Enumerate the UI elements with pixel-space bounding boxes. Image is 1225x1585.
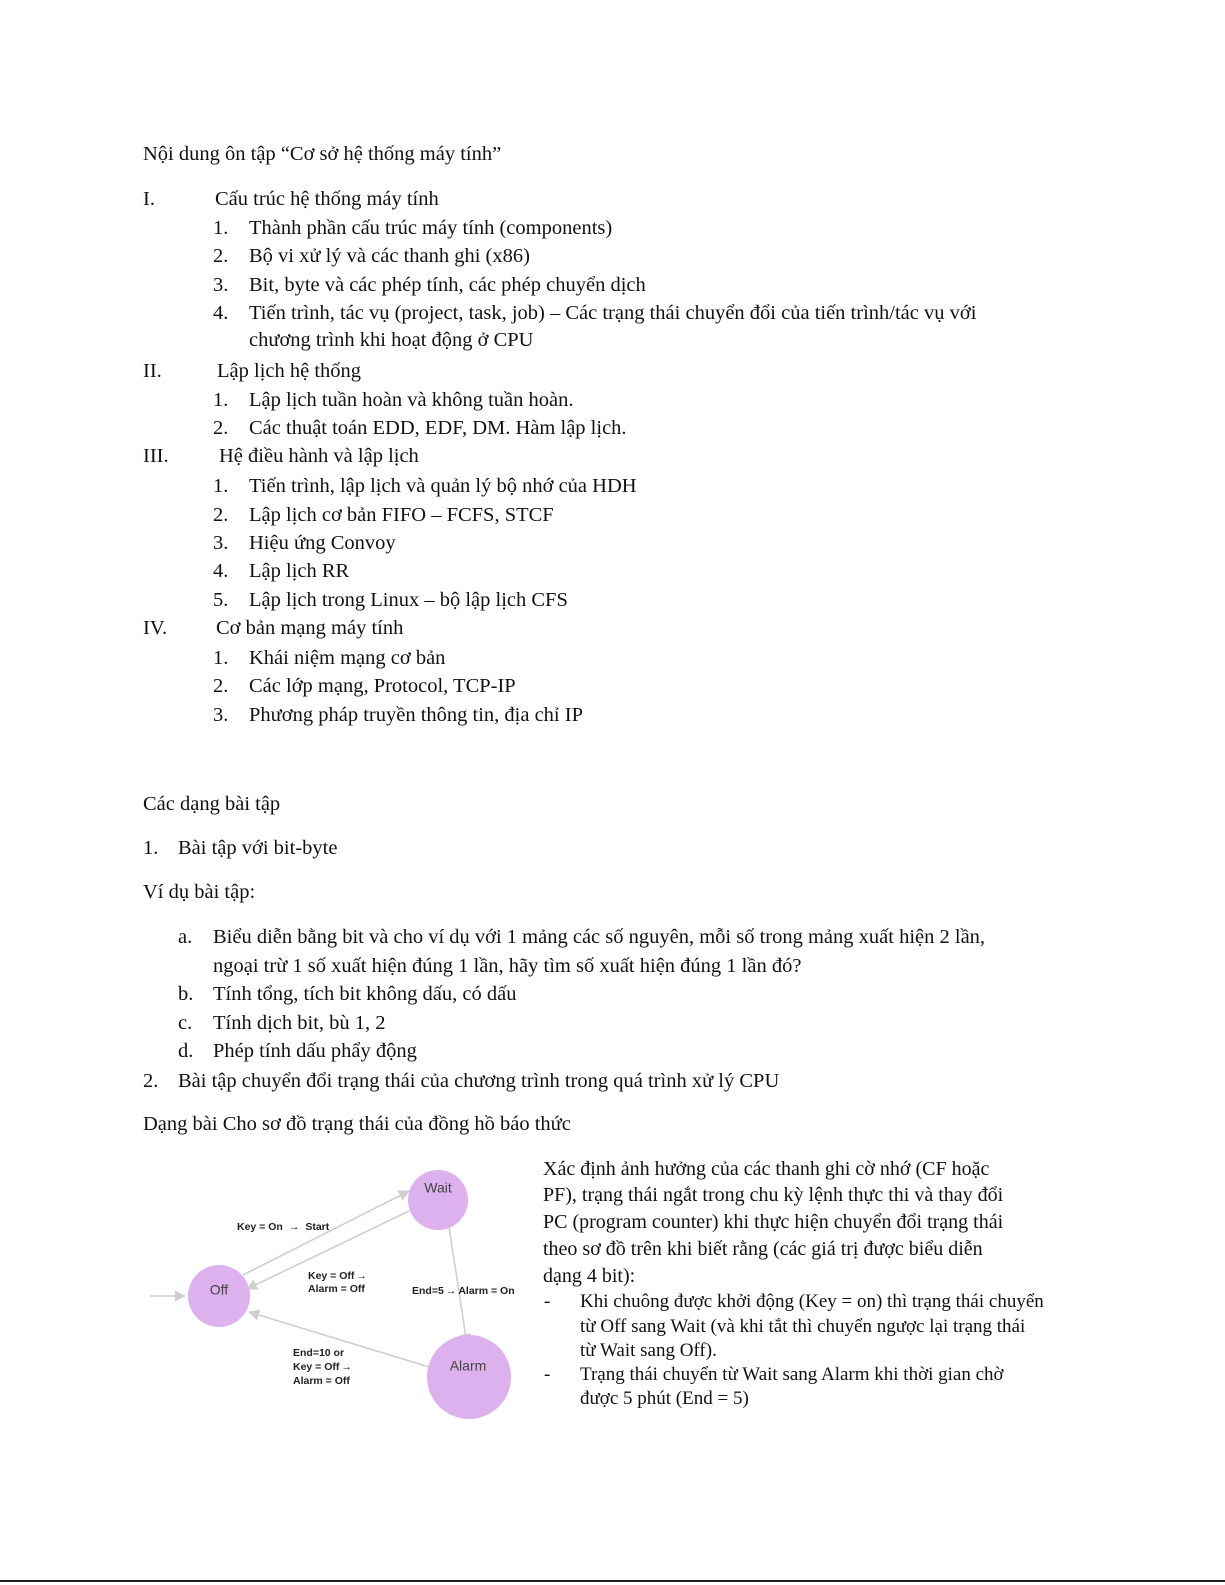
bullet-mark: - [544, 1291, 551, 1312]
paragraph-line: Xác định ảnh hưởng của các thanh ghi cờ nhớ (CF hoặc [543, 1158, 990, 1180]
sub-item-letter: a. [178, 926, 193, 948]
list-item: Bộ vi xử lý và các thanh ghi (x86) [249, 245, 530, 267]
bullet-mark: - [544, 1364, 551, 1385]
list-item: Lập lịch cơ bản FIFO – FCFS, STCF [249, 504, 554, 526]
bullet-line: Khi chuông được khởi động (Key = on) thì trạng thái chuyển [580, 1291, 1044, 1312]
diagram-intro: Dạng bài Cho sơ đồ trạng thái của đồng hồ báo thức [143, 1113, 571, 1135]
list-item-continuation: chương trình khi hoạt động ở CPU [249, 329, 534, 351]
list-number: 4. [213, 560, 229, 582]
edge-label: Alarm = Off [293, 1375, 350, 1387]
list-number: 1. [213, 389, 229, 411]
list-number: 2. [213, 245, 229, 267]
paragraph-line: theo sơ đồ trên khi biết rằng (các giá trị được biểu diễn [543, 1238, 983, 1260]
list-item: Phương pháp truyền thông tin, địa chỉ IP [249, 704, 583, 726]
state-alarm-label: Alarm [449, 1357, 487, 1374]
list-item: Lập lịch trong Linux – bộ lập lịch CFS [249, 589, 568, 611]
list-item: Các lớp mạng, Protocol, TCP-IP [249, 675, 516, 697]
bullet-line: từ Wait sang Off). [580, 1340, 717, 1361]
bullet-line: từ Off sang Wait (và khi tắt thì chuyển ngược lại trạng thái [580, 1316, 1026, 1337]
list-number: 1. [213, 647, 229, 669]
sub-item-letter: c. [178, 1012, 193, 1034]
state-wait-label: Wait [424, 1179, 452, 1196]
edge-label: Key = Off → [293, 1361, 352, 1373]
section-heading: Cấu trúc hệ thống máy tính [215, 188, 439, 210]
list-number: 2. [213, 675, 229, 697]
section-numeral: III. [143, 445, 169, 467]
sub-item: Tính dịch bit, bù 1, 2 [213, 1012, 386, 1034]
list-item: Khái niệm mạng cơ bản [249, 647, 446, 669]
edge-label: Key = Off → [308, 1270, 367, 1282]
edge-label: Alarm = Off [308, 1283, 365, 1295]
list-number: 1. [213, 217, 229, 239]
section-heading: Cơ bản mạng máy tính [216, 617, 404, 639]
sub-item: Phép tính dấu phẩy động [213, 1040, 417, 1062]
paragraph-line: dạng 4 bit): [543, 1265, 636, 1287]
section-numeral: IV. [143, 617, 168, 639]
section-heading: Lập lịch hệ thống [217, 360, 362, 382]
edge-off-to-wait [243, 1191, 409, 1275]
exercises-heading: Các dạng bài tập [143, 793, 281, 815]
paragraph-line: PF), trạng thái ngắt trong chu kỳ lệnh thực thi và thay đổi [543, 1184, 1004, 1206]
exercise-number: 1. [143, 837, 159, 859]
sub-item-letter: d. [178, 1040, 194, 1062]
exercise-number: 2. [143, 1070, 159, 1092]
list-item: Các thuật toán EDD, EDF, DM. Hàm lập lịch. [249, 417, 627, 439]
sub-item: Biểu diễn bằng bit và cho ví dụ với 1 mảng các số nguyên, mỗi số trong mảng xuất hiện 2 lần, [213, 926, 986, 948]
list-number: 3. [213, 274, 229, 296]
list-number: 2. [213, 417, 229, 439]
sub-item-letter: b. [178, 983, 194, 1005]
list-item: Thành phần cấu trúc máy tính (components) [249, 217, 613, 239]
state-diagram [145, 1155, 530, 1430]
list-item: Lập lịch tuần hoàn và không tuần hoàn. [249, 389, 574, 411]
section-heading: Hệ điều hành và lập lịch [219, 445, 419, 467]
bullet-line: Trạng thái chuyển từ Wait sang Alarm khi thời gian chờ [580, 1364, 1004, 1385]
list-number: 3. [213, 704, 229, 726]
example-label: Ví dụ bài tập: [143, 881, 256, 903]
list-number: 3. [213, 532, 229, 554]
exercise-title: Bài tập chuyển đổi trạng thái của chương trình trong quá trình xử lý CPU [178, 1070, 780, 1092]
list-item: Lập lịch RR [249, 560, 350, 582]
list-item: Tiến trình, tác vụ (project, task, job) – Các trạng thái chuyển đổi của tiến trình/tác vụ với [249, 302, 977, 324]
list-number: 1. [213, 475, 229, 497]
edge-label: End=10 or [293, 1347, 345, 1359]
list-item: Bit, byte và các phép tính, các phép chuyển dịch [249, 274, 646, 296]
sub-item: Tính tổng, tích bit không dấu, có dấu [213, 983, 517, 1005]
bullet-line: được 5 phút (End = 5) [580, 1388, 749, 1409]
section-numeral: II. [143, 360, 162, 382]
paragraph-line: PC (program counter) khi thực hiện chuyển đổi trạng thái [543, 1211, 1004, 1233]
list-number: 2. [213, 504, 229, 526]
edge-label: End=5 → Alarm = On [412, 1285, 515, 1297]
exercise-title: Bài tập với bit-byte [178, 837, 338, 859]
list-number: 4. [213, 302, 229, 324]
edge-label: Key = On → Start [237, 1221, 330, 1233]
section-numeral: I. [143, 188, 155, 210]
sub-item-continuation: ngoại trừ 1 số xuất hiện đúng 1 lần, hãy tìm số xuất hiện đúng 1 lần đó? [213, 955, 802, 977]
state-alarm-node [427, 1335, 511, 1419]
state-off-label: Off [209, 1281, 229, 1298]
list-item: Hiệu ứng Convoy [249, 532, 396, 554]
page-title: Nội dung ôn tập “Cơ sở hệ thống máy tính” [143, 143, 502, 165]
page-bottom-rule [0, 1580, 1225, 1582]
list-item: Tiến trình, lập lịch và quản lý bộ nhớ của HDH [249, 475, 637, 497]
list-number: 5. [213, 589, 229, 611]
